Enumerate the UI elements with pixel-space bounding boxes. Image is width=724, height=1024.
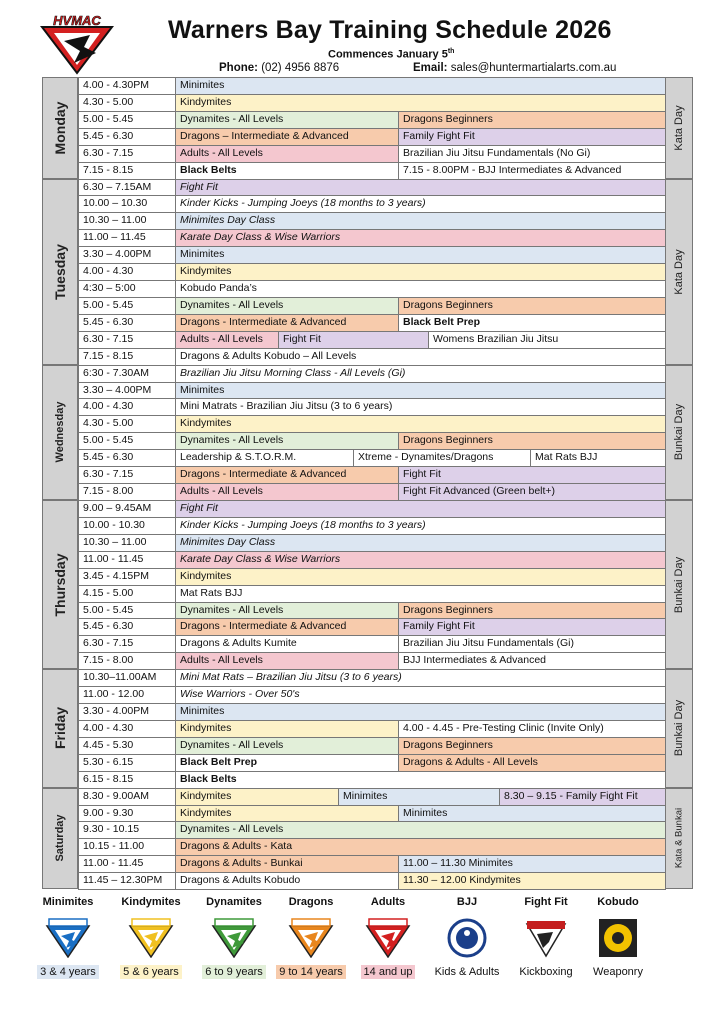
class-cell: Dynamites - All Levels (175, 821, 666, 839)
schedule-row (78, 145, 665, 163)
schedule-row (78, 314, 665, 332)
bjj-emblem-icon (444, 918, 490, 958)
class-cell: Dragons - Intermediate & Advanced (175, 618, 399, 636)
time-slot: 6.30 - 7.15 (78, 331, 176, 349)
class-cell: Dragons & Adults - Bunkai (175, 855, 399, 873)
schedule-row (78, 855, 665, 873)
class-cell: Kindymites (175, 415, 666, 433)
class-cell: Kindymites (175, 788, 339, 806)
legend-title: Adults (370, 896, 406, 908)
schedule-row (78, 212, 665, 230)
time-slot: 9.30 - 10.15 (78, 821, 176, 839)
time-slot: 4.00 - 4.30 (78, 720, 176, 738)
schedule-row (78, 500, 665, 518)
time-slot: 7.15 - 8.15 (78, 348, 176, 366)
class-cell: 8.30 – 9.15 - Family Fight Fit (499, 788, 666, 806)
focus-day-label (665, 788, 693, 890)
time-slot: 6.30 – 7.15AM (78, 179, 176, 197)
class-cell: Dragons & Adults - Kata (175, 838, 666, 856)
schedule-row (78, 128, 665, 146)
class-cell: Kindymites (175, 263, 666, 281)
class-cell: Brazilian Jiu Jitsu Morning Class - All Levels (Gi) (175, 365, 666, 383)
schedule-row (78, 263, 665, 281)
day-name: Tuesday (52, 243, 68, 300)
time-slot: 6.30 - 7.15 (78, 635, 176, 653)
legend-title: BJJ (456, 896, 478, 908)
hunter-fight-fit-logo-icon (523, 918, 569, 958)
day-name: Monday (52, 101, 68, 155)
schedule-row (78, 737, 665, 755)
class-cell: Dragons Beginners (398, 737, 666, 755)
time-slot: 5.45 - 6.30 (78, 128, 176, 146)
focus-day-label (665, 77, 693, 179)
schedule-row (78, 838, 665, 856)
focus-day-label (665, 179, 693, 365)
class-cell: Minimites Day Class (175, 534, 666, 552)
legend-title: Dragons (288, 896, 334, 908)
day-name: Saturday (54, 814, 66, 862)
schedule-row (78, 331, 665, 349)
schedule-row (78, 652, 665, 670)
time-slot: 10.00 – 10.30 (78, 195, 176, 213)
class-cell: Xtreme - Dynamites/Dragons (353, 449, 531, 467)
time-slot: 6.30 - 7.15 (78, 466, 176, 484)
schedule-row (78, 195, 665, 213)
class-cell: Leadership & S.T.O.R.M. (175, 449, 354, 467)
schedule-row (78, 551, 665, 569)
focus-day-label (665, 669, 693, 787)
day-label-saturday (42, 788, 78, 890)
class-cell: Mat Rats BJJ (530, 449, 666, 467)
svg-text:HVMAC: HVMAC (53, 13, 101, 28)
legend-item-kobudo (578, 896, 658, 980)
time-slot: 4:30 – 5:00 (78, 280, 176, 298)
time-slot: 5.45 - 6.30 (78, 449, 176, 467)
commences-note: Commences January 5th (328, 48, 455, 61)
schedule-row (78, 788, 665, 806)
class-cell: Kindymites (175, 568, 666, 586)
day-name: Thursday (52, 553, 68, 617)
legend-age-label: Kids & Adults (434, 966, 500, 978)
class-cell: Dragons Beginners (398, 432, 666, 450)
class-cell: Fight Fit (278, 331, 429, 349)
email-info: Email: sales@huntermartialarts.com.au (413, 62, 617, 74)
class-cell: Karate Day Class & Wise Warriors (175, 551, 666, 569)
focus-day-label (665, 365, 693, 500)
hvmac-dynamites-badge-icon (211, 918, 257, 958)
legend-title: Dynamites (206, 896, 262, 908)
schedule-row (78, 703, 665, 721)
schedule-row (78, 246, 665, 264)
class-cell: Fight Fit (175, 179, 666, 197)
focus-day-text: Kata Day (673, 248, 685, 295)
legend-title: Kindymites (121, 896, 181, 908)
schedule-row (78, 821, 665, 839)
schedule-row (78, 669, 665, 687)
schedule-row (78, 415, 665, 433)
legend-title: Fight Fit (524, 896, 568, 908)
class-cell: 4.00 - 4.45 - Pre-Testing Clinic (Invite Only) (398, 720, 666, 738)
class-cell: Dragons & Adults Kobudo – All Levels (175, 348, 666, 366)
day-label-thursday (42, 500, 78, 669)
schedule-row (78, 483, 665, 501)
class-cell: Kindymites (175, 720, 399, 738)
time-slot: 3.30 – 4.00PM (78, 382, 176, 400)
class-cell: Fight Fit (398, 466, 666, 484)
schedule-row (78, 365, 665, 383)
schedule-row (78, 466, 665, 484)
time-slot: 5.45 - 6.30 (78, 618, 176, 636)
schedule-row (78, 449, 665, 467)
time-slot: 10.30 – 11.00 (78, 534, 176, 552)
time-slot: 4.45 - 5.30 (78, 737, 176, 755)
class-cell: Kinder Kicks - Jumping Joeys (18 months to 3 years) (175, 195, 666, 213)
schedule-row (78, 77, 665, 95)
time-slot: 11.45 – 12.30PM (78, 872, 176, 890)
kobudo-crest-icon (595, 918, 641, 958)
class-cell: Womens Brazilian Jiu Jitsu (428, 331, 666, 349)
legend-item-kindymites (111, 896, 191, 980)
legend-title: Minimites (42, 896, 94, 908)
page-title: Warners Bay Training Schedule 2026 (168, 16, 612, 44)
class-cell: 11.00 – 11.30 Minimites (398, 855, 666, 873)
schedule-row (78, 805, 665, 823)
class-cell: Minimites (398, 805, 666, 823)
time-slot: 5.00 - 5.45 (78, 297, 176, 315)
schedule-row (78, 602, 665, 620)
schedule-row (78, 111, 665, 129)
legend-age-label: 6 to 9 years (202, 965, 265, 979)
time-slot: 3.45 - 4.15PM (78, 568, 176, 586)
class-cell: Minimites (175, 703, 666, 721)
schedule-row (78, 534, 665, 552)
hvmac-minimites-badge-icon (45, 918, 91, 958)
hvmac-logo-icon (40, 13, 114, 75)
class-cell: Dragons & Adults - All Levels (398, 754, 666, 772)
class-cell: Karate Day Class & Wise Warriors (175, 229, 666, 247)
legend-item-dynamites (194, 896, 274, 980)
schedule-row (78, 162, 665, 180)
class-cell: Family Fight Fit (398, 128, 666, 146)
class-cell: Black Belts (175, 771, 666, 789)
legend-item-fight-fit (506, 896, 586, 980)
focus-day-text: Bunkai Day (673, 556, 685, 613)
class-cell: Minimites (338, 788, 500, 806)
class-cell: Dragons - Intermediate & Advanced (175, 314, 399, 332)
day-name: Wednesday (54, 401, 66, 463)
time-slot: 8.30 - 9.00AM (78, 788, 176, 806)
class-cell: Fight Fit Advanced (Green belt+) (398, 483, 666, 501)
time-slot: 7.15 - 8.00 (78, 652, 176, 670)
time-slot: 5.45 - 6.30 (78, 314, 176, 332)
class-cell: Brazilian Jiu Jitsu Fundamentals (Gi) (398, 635, 666, 653)
schedule-row (78, 382, 665, 400)
page-header (0, 0, 724, 78)
class-cell: Dynamites - All Levels (175, 432, 399, 450)
hvmac-dragons-badge-icon (288, 918, 334, 958)
class-cell: 11.30 – 12.00 Kindymites (398, 872, 666, 890)
class-cell: Dynamites - All Levels (175, 111, 399, 129)
time-slot: 5.30 - 6.15 (78, 754, 176, 772)
schedule-row (78, 517, 665, 535)
legend-age-label: 14 and up (361, 965, 416, 979)
focus-day-label (665, 500, 693, 669)
time-slot: 7.15 - 8.00 (78, 483, 176, 501)
class-cell: Black Belts (175, 162, 399, 180)
time-slot: 6:30 - 7.30AM (78, 365, 176, 383)
day-name: Friday (52, 707, 68, 750)
time-slot: 4.00 - 4.30PM (78, 77, 176, 95)
legend-item-adults (348, 896, 428, 980)
focus-day-text: Bunkai Day (673, 700, 685, 757)
schedule-row (78, 398, 665, 416)
legend-age-label: 3 & 4 years (37, 965, 99, 979)
class-cell: Dragons & Adults Kumite (175, 635, 399, 653)
time-slot: 6.30 - 7.15 (78, 145, 176, 163)
class-cell: Mini Matrats - Brazilian Jiu Jitsu (3 to 6 years) (175, 398, 666, 416)
legend-age-label: Weaponry (593, 966, 643, 978)
hvmac-kindymites-badge-icon (128, 918, 174, 958)
class-cell: Dragons Beginners (398, 602, 666, 620)
time-slot: 11.00 - 11.45 (78, 551, 176, 569)
time-slot: 11.00 - 11.45 (78, 855, 176, 873)
time-slot: 4.15 - 5.00 (78, 585, 176, 603)
class-cell: Adults - All Levels (175, 652, 399, 670)
time-slot: 3.30 - 4.00PM (78, 703, 176, 721)
focus-day-text: Kata Day (673, 105, 685, 151)
time-slot: 4.00 - 4.30 (78, 398, 176, 416)
time-slot: 4.30 - 5.00 (78, 415, 176, 433)
class-cell: Minimites (175, 382, 666, 400)
time-slot: 5.00 - 5.45 (78, 111, 176, 129)
time-slot: 9.00 – 9.45AM (78, 500, 176, 518)
class-cell: Dynamites - All Levels (175, 297, 399, 315)
schedule-row (78, 280, 665, 298)
legend-item-dragons (271, 896, 351, 980)
class-cell: Dragons – Intermediate & Advanced (175, 128, 399, 146)
class-cell: Dynamites - All Levels (175, 737, 399, 755)
schedule-row (78, 179, 665, 197)
legend-age-label: Kickboxing (519, 966, 573, 978)
day-label-monday (42, 77, 78, 179)
schedule-row (78, 229, 665, 247)
schedule-row (78, 618, 665, 636)
time-slot: 4.00 - 4.30 (78, 263, 176, 281)
schedule-row (78, 872, 665, 890)
class-cell: Wise Warriors - Over 50's (175, 686, 666, 704)
schedule-row (78, 568, 665, 586)
time-slot: 5.00 - 5.45 (78, 432, 176, 450)
day-label-friday (42, 669, 78, 787)
schedule-row (78, 635, 665, 653)
time-slot: 6.15 - 8.15 (78, 771, 176, 789)
class-cell: BJJ Intermediates & Advanced (398, 652, 666, 670)
time-slot: 10.30–11.00AM (78, 669, 176, 687)
schedule-row (78, 94, 665, 112)
time-slot: 4.30 - 5.00 (78, 94, 176, 112)
class-cell: Mat Rats BJJ (175, 585, 666, 603)
phone-info: Phone: (02) 4956 8876 (219, 62, 340, 74)
time-slot: 9.00 - 9.30 (78, 805, 176, 823)
day-label-tuesday (42, 179, 78, 365)
legend-age-label: 5 & 6 years (120, 965, 182, 979)
class-cell: Minimites (175, 246, 666, 264)
schedule-row (78, 686, 665, 704)
time-slot: 3.30 – 4.00PM (78, 246, 176, 264)
class-cell: Adults - All Levels (175, 483, 399, 501)
legend-title: Kobudo (597, 896, 639, 908)
schedule-row (78, 348, 665, 366)
class-cell: Minimites Day Class (175, 212, 666, 230)
class-cell: Kindymites (175, 805, 399, 823)
time-slot: 5.00 - 5.45 (78, 602, 176, 620)
time-slot: 10.00 - 10.30 (78, 517, 176, 535)
class-cell: Mini Mat Rats – Brazilian Jiu Jitsu (3 to 6 years) (175, 669, 666, 687)
class-cell: Dragons Beginners (398, 297, 666, 315)
class-cell: Fight Fit (175, 500, 666, 518)
schedule-row (78, 754, 665, 772)
time-slot: 11.00 – 11.45 (78, 229, 176, 247)
hvmac-adults-badge-icon (365, 918, 411, 958)
focus-day-text: Kata & Bunkai (673, 808, 685, 869)
day-label-wednesday (42, 365, 78, 500)
class-cell: Brazilian Jiu Jitsu Fundamentals (No Gi) (398, 145, 666, 163)
time-slot: 7.15 - 8.15 (78, 162, 176, 180)
class-cell: Dragons - Intermediate & Advanced (175, 466, 399, 484)
class-cell: Kobudo Panda’s (175, 280, 666, 298)
time-slot: 10.15 - 11.00 (78, 838, 176, 856)
class-cell: Black Belt Prep (175, 754, 399, 772)
class-cell: Minimites (175, 77, 666, 95)
class-cell: Kindymites (175, 94, 666, 112)
schedule-row (78, 771, 665, 789)
schedule-row (78, 585, 665, 603)
class-cell: 7.15 - 8.00PM - BJJ Intermediates & Advanced (398, 162, 666, 180)
class-cell: Dynamites - All Levels (175, 602, 399, 620)
legend-item-minimites (28, 896, 108, 980)
time-slot: 10.30 – 11.00 (78, 212, 176, 230)
time-slot: 11.00 - 12.00 (78, 686, 176, 704)
legend-item-bjj (427, 896, 507, 980)
class-cell: Dragons & Adults Kobudo (175, 872, 399, 890)
phone-number[interactable]: (02) 4956 8876 (261, 62, 340, 74)
class-cell: Black Belt Prep (398, 314, 666, 332)
class-cell: Kinder Kicks - Jumping Joeys (18 months to 3 years) (175, 517, 666, 535)
class-cell: Adults - All Levels (175, 331, 279, 349)
class-cell: Adults - All Levels (175, 145, 399, 163)
schedule-row (78, 432, 665, 450)
schedule-row (78, 297, 665, 315)
class-cell: Dragons Beginners (398, 111, 666, 129)
schedule-row (78, 720, 665, 738)
focus-day-text: Bunkai Day (673, 404, 685, 461)
class-cell: Family Fight Fit (398, 618, 666, 636)
legend-age-label: 9 to 14 years (276, 965, 346, 979)
email-address[interactable]: sales@huntermartialarts.com.au (450, 62, 617, 74)
